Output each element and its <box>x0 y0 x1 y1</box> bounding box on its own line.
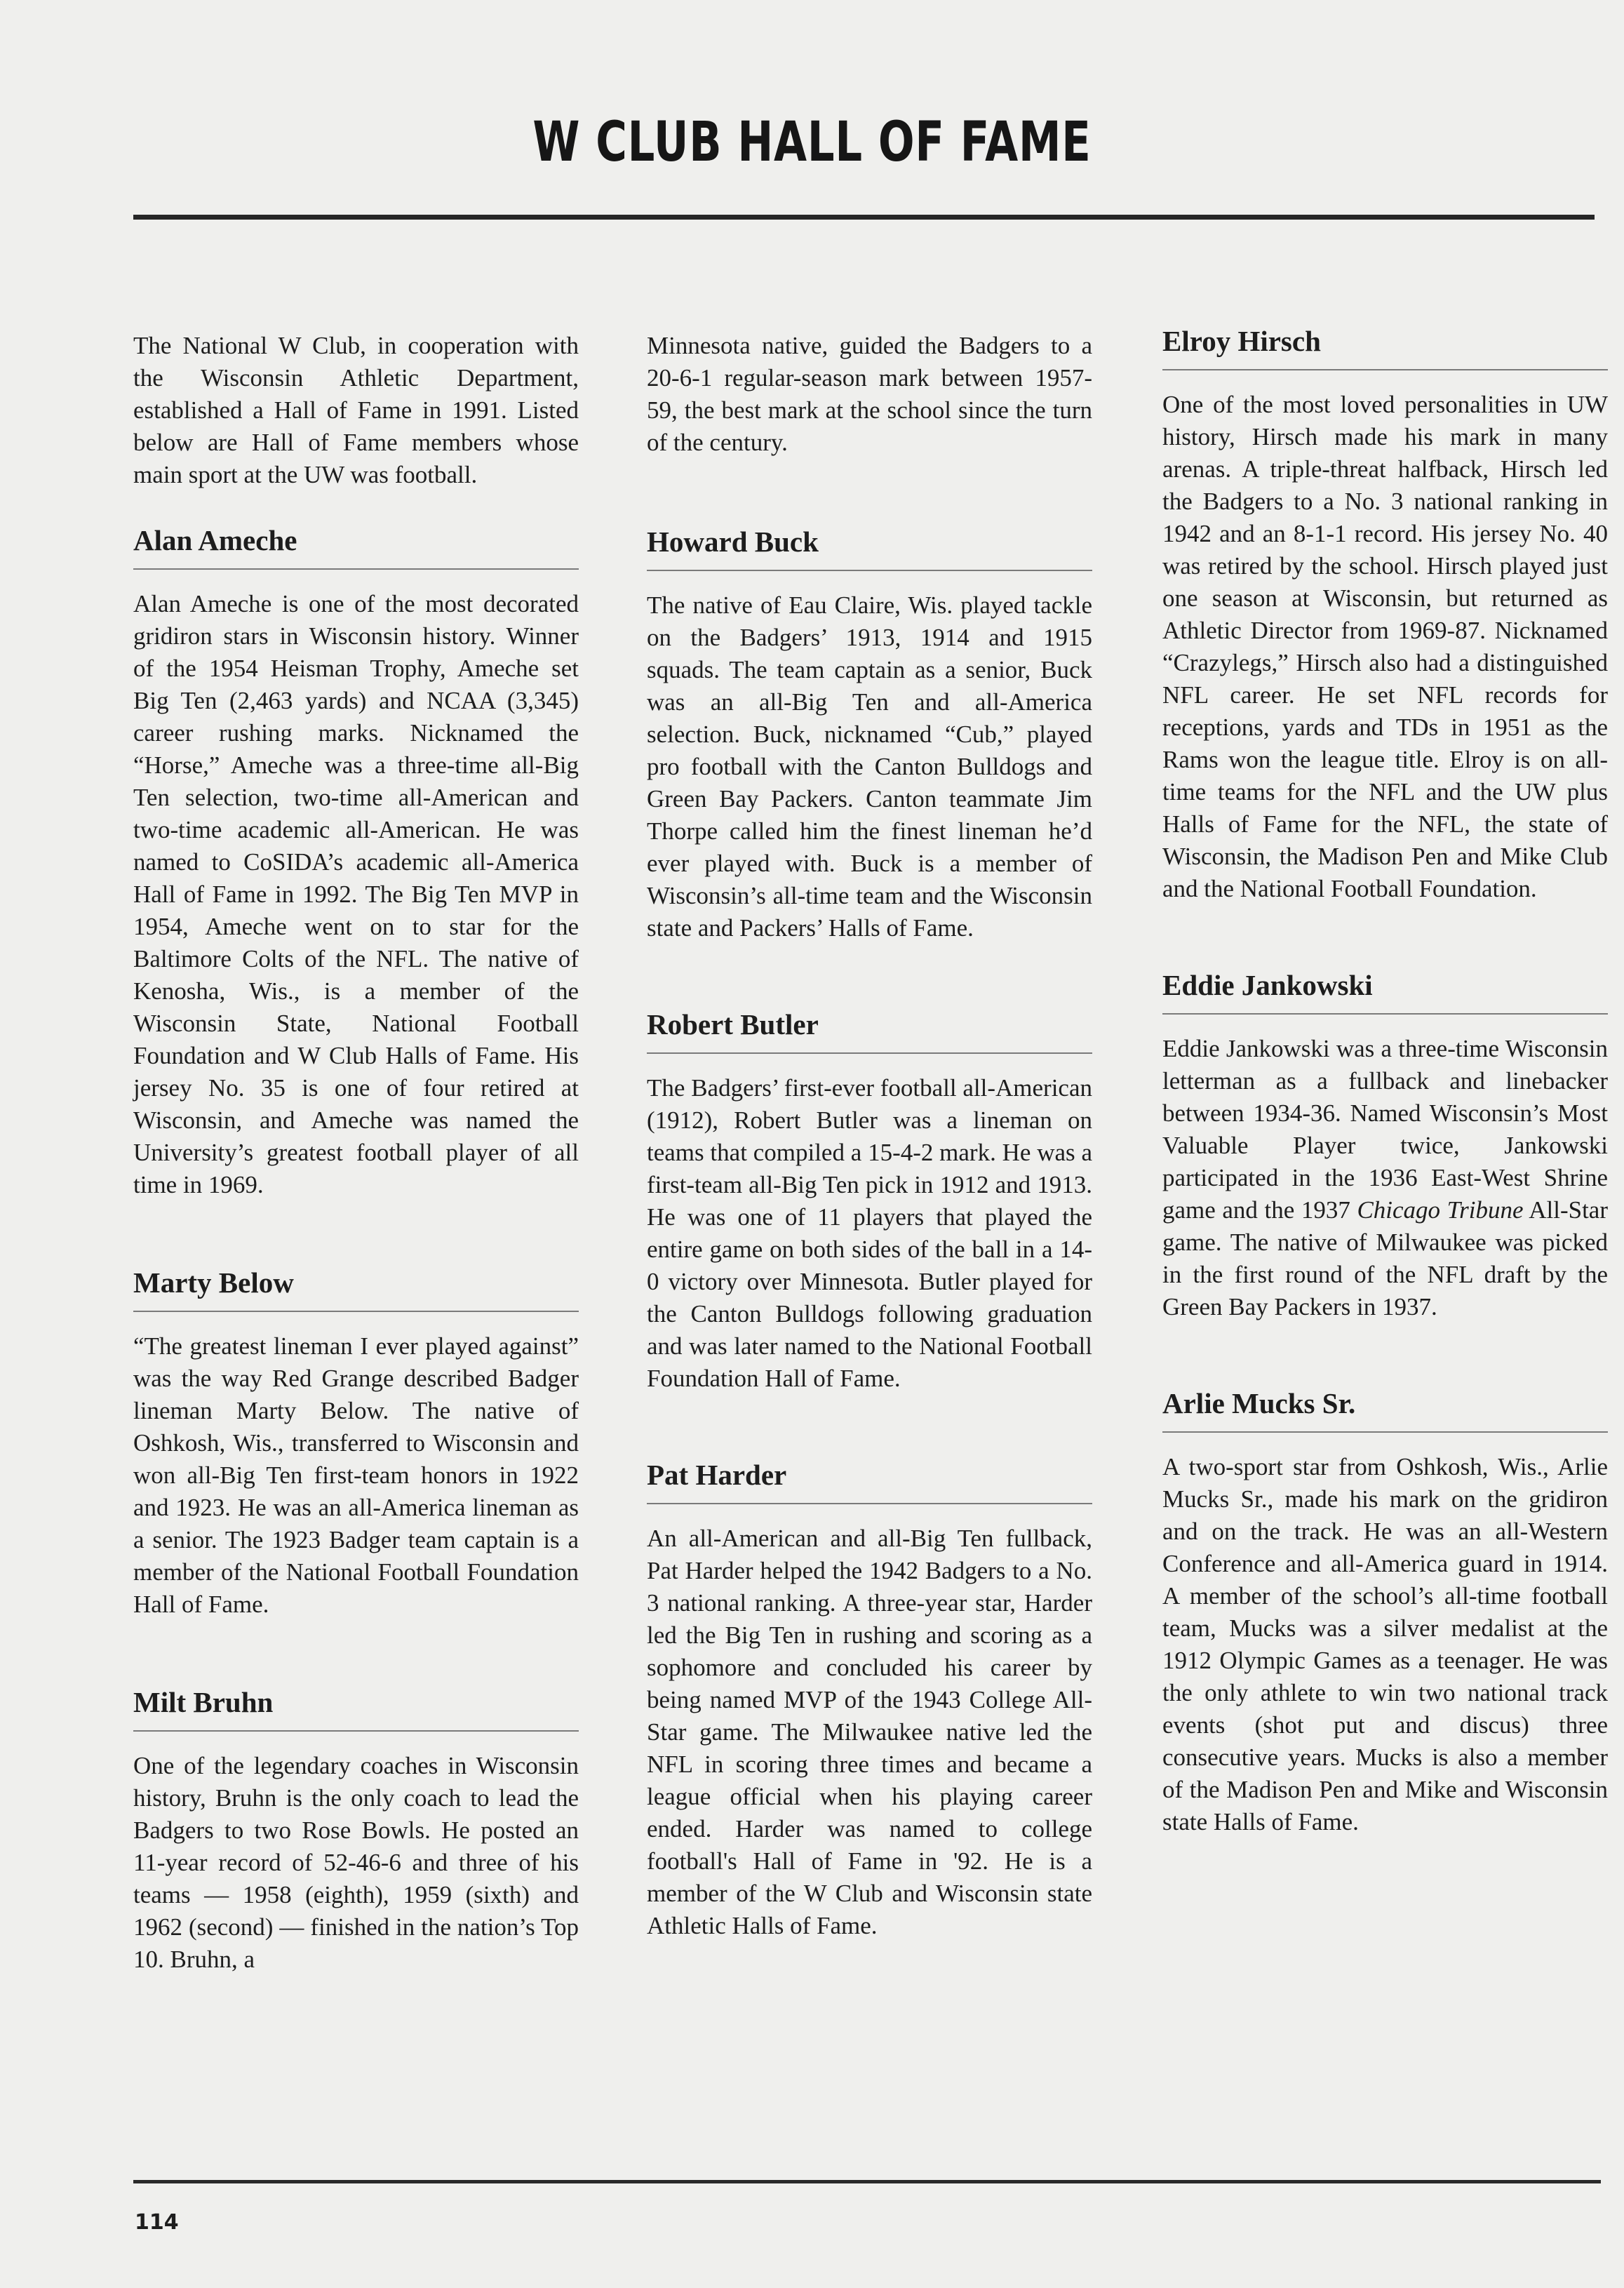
entry-bio: An all-American and all-Big Ten fullback, Pat Harder helped the 1942 Badgers to a No. 3 national ranking. A three-year star, Harder led the Big Ten in rushing and scoring as a sophomore and concluded his career by being named MVP of the 1943 College All-Star game. The Milwaukee native led the NFL in scoring three times and became a league official when his playing career ended. Harder was named to college football's Hall of Fame in '92. He is a member of the W Club and Wisconsin state Athletic Halls of Fame. <box>647 1525 1092 1939</box>
newspaper-title: Chicago Tribune <box>1357 1196 1524 1224</box>
entry-name: Eddie Jankowski <box>1162 967 1608 1015</box>
entry-bio: Alan Ameche is one of the most decorated gridiron stars in Wisconsin history. Winner of the 1954 Heisman Trophy, Ameche set Big Ten (2,463 yards) and NCAA (3,345) career rushing marks. Nicknamed the “Horse,” Ameche was a three-time all-Big Ten selection, two-time all-American and two-time academic all-American. He was named to CoSIDA’s academic all-America Hall of Fame in 1992. The Big Ten MVP in 1954, Ameche went on to star for the Baltimore Colts of the NFL. The native of Kenosha, Wis., is a member of the Wisconsin State, National Football Foundation and W Club Halls of Fame. His jersey No. 35 is one of four retired at Wisconsin, and Ameche was named the University’s greatest football player of all time in 1969. <box>133 590 579 1198</box>
title-rule <box>133 215 1595 220</box>
entry-bio: The native of Eau Claire, Wis. played tackle on the Badgers’ 1913, 1914 and 1915 squads. The team captain as a senior, Buck was an all-Big Ten and all-America selection. Buck, nicknamed “Cub,” played pro football with the Canton Bulldogs and Green Bay Packers. Canton teammate Jim Thorpe called him the finest lineman he’d ever played with. Buck is a member of Wisconsin’s all-time team and the Wisconsin state and Packers’ Halls of Fame. <box>647 591 1092 942</box>
entry-alan-ameche <box>133 522 579 1201</box>
entry-pat-harder <box>647 1457 1092 1942</box>
column-middle <box>647 330 1092 1942</box>
entry-elroy-hirsch <box>1162 323 1608 905</box>
page-number: 114 <box>135 2210 179 2235</box>
bio-text: All-Star game. The native of Milwaukee was picked in the first round of the NFL draft by the Green Bay Packers in 1937. <box>1162 1196 1608 1320</box>
entry-name: Marty Below <box>133 1264 579 1312</box>
column-right <box>1162 323 1608 1838</box>
bio-text: Eddie Jankowski was a three-time Wisconsin letterman as a fullback and linebacker between 1934-36. Named Wisconsin’s Most Valuable Player twice, Jankowski participated in the 1936 East-West Shrine game and the 1937 <box>1162 1035 1608 1224</box>
entry-arlie-mucks <box>1162 1385 1608 1838</box>
column-left <box>133 330 579 1976</box>
page-title: W CLUB HALL OF FAME <box>532 111 1092 174</box>
entry-howard-buck <box>647 523 1092 944</box>
intro-paragraph: The National W Club, in cooperation with the Wisconsin Athletic Department, established a Hall of Fame in 1991. Listed below are Hall of Fame members whose main sport at the UW was football. <box>133 332 579 488</box>
entry-bio: The Badgers’ first-ever football all-American (1912), Robert Butler was a lineman on teams that compiled a 15-4-2 mark. He was a first-team all-Big Ten pick in 1912 and 1913. He was one of 11 players that played the entire game on both sides of the ball in a 14-0 victory over Minnesota. Butler played for the Canton Bulldogs following graduation and was later named to the National Football Foundation Hall of Fame. <box>647 1074 1092 1392</box>
entry-name: Arlie Mucks Sr. <box>1162 1385 1608 1433</box>
footer-rule <box>133 2180 1601 2183</box>
entry-robert-butler <box>647 1006 1092 1395</box>
entry-bio: One of the legendary coaches in Wisconsin history, Bruhn is the only coach to lead the Badgers to two Rose Bowls. He posted an 11-year record of 52-46-6 and three of his teams — 1958 (eighth), 1959 (sixth) and 1962 (second) — finished in the nation’s Top 10. Bruhn, a <box>133 1752 579 1973</box>
entry-bio: One of the most loved personalities in UW history, Hirsch made his mark in many arenas. A triple-threat halfback, Hirsch led the Badgers to a No. 3 national ranking in 1942 and an 8-1-1 record. His jersey No. 40 was retired by the school. Hirsch played just one season at Wisconsin, but returned as Athletic Director from 1969-87. Nicknamed “Crazylegs,” Hirsch also had a distinguished NFL career. He set NFL records for receptions, yards and TDs in 1951 as the Rams won the league title. Elroy is on all-time teams for the NFL and the UW plus Halls of Fame for the NFL, the state of Wisconsin, the Madison Pen and Mike Club and the National Football Foundation. <box>1162 391 1608 902</box>
continued-paragraph: Minnesota native, guided the Badgers to a 20-6-1 regular-season mark between 1957-59, the best mark at the school since the turn of the century. <box>647 332 1092 456</box>
entry-name: Alan Ameche <box>133 522 579 570</box>
entry-eddie-jankowski <box>1162 967 1608 1323</box>
entry-milt-bruhn <box>133 1684 579 1976</box>
entry-bio: A two-sport star from Oshkosh, Wis., Arlie Mucks Sr., made his mark on the gridiron and on the track. He was an all-Western Conference and all-America guard in 1914. A member of the school’s all-time football team, Mucks was a silver medalist at the 1912 Olympic Games as a teenager. He was the only athlete to win two national track events (shot put and discus) three consecutive years. Mucks is also a member of the Madison Pen and Mike and Wisconsin state Halls of Fame. <box>1162 1453 1608 1835</box>
entry-marty-below <box>133 1264 579 1621</box>
entry-bio <box>1162 1033 1608 1323</box>
entry-name: Elroy Hirsch <box>1162 323 1608 370</box>
entry-name: Pat Harder <box>647 1457 1092 1504</box>
entry-name: Howard Buck <box>647 523 1092 571</box>
entry-bio: “The greatest lineman I ever played against” was the way Red Grange described Badger lineman Marty Below. The native of Oshkosh, Wis., transferred to Wisconsin and won all-Big Ten first-team honors in 1922 and 1923. He was an all-America lineman as a senior. The 1923 Badger team captain is a member of the National Football Foundation Hall of Fame. <box>133 1332 579 1618</box>
entry-name: Milt Bruhn <box>133 1684 579 1732</box>
entry-name: Robert Butler <box>647 1006 1092 1054</box>
